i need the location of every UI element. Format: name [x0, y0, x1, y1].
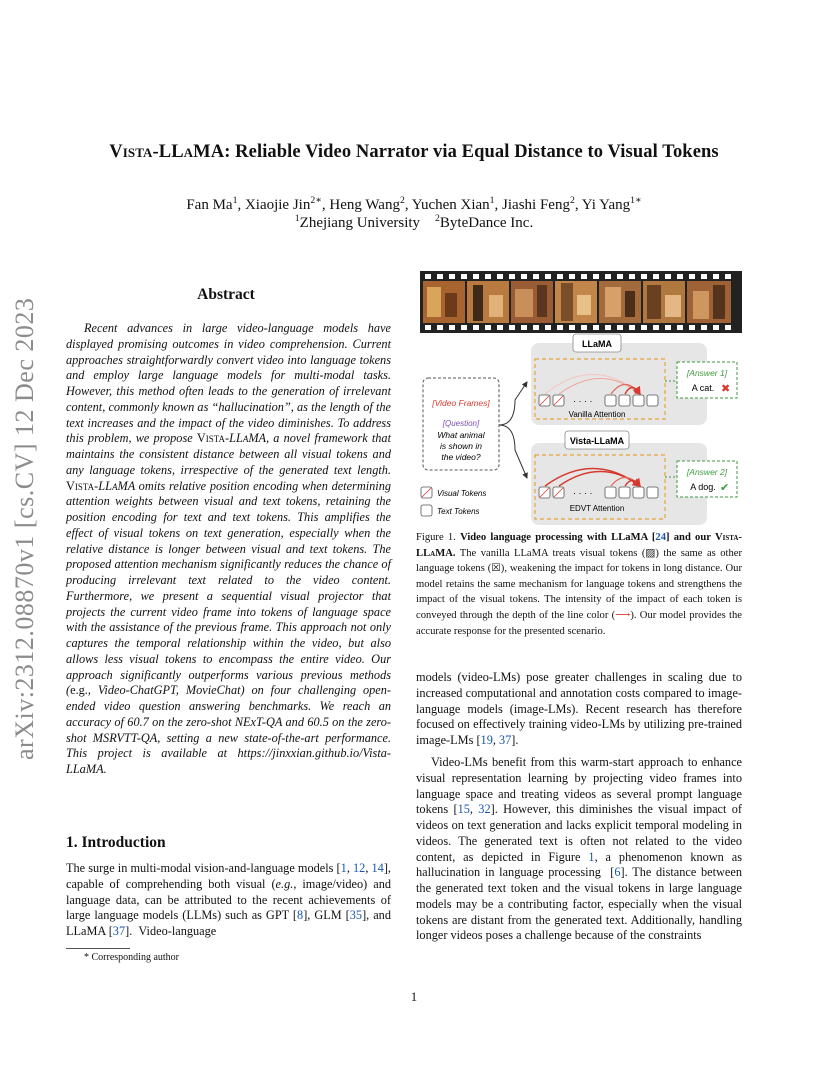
question-line-2: is shown in	[439, 441, 483, 451]
right-paragraph-1: models (video-LMs) pose greater challenges in scaling due to increased computational and annotation costs compared to image-language models (image-LMs). Recent research has therefore focused on effectively training video-LMs by utilizing pre-trained image-LMs [19, 37].	[416, 670, 742, 747]
author-block	[0, 196, 828, 232]
question-line-3: the video?	[441, 452, 481, 462]
vanilla-dots: · · · ·	[573, 396, 593, 406]
figure-1	[415, 265, 745, 525]
intro-heading: 1. Introduction	[66, 834, 166, 851]
footnote-rule	[66, 948, 130, 949]
video-frames-tag: [Video Frames]	[432, 398, 490, 408]
page-number: 1	[410, 990, 418, 1004]
wrong-mark-icon: ✖	[721, 383, 731, 395]
answer1-tag: [Answer 1]	[686, 368, 728, 378]
authors-line: Fan Ma$^1$, Xiaojie Jin$^{2∗}$, Heng Wang$^2$, Yuchen Xian$^1$, Jiashi Feng$^2$, Yi Yang$^{1∗}$	[186, 195, 642, 213]
check-mark-icon: ✔	[720, 482, 730, 494]
affiliations-line: $^1$Zhejiang University $^2$ByteDance Inc.	[294, 213, 534, 231]
edvt-attention-label: EDVT Attention	[569, 504, 625, 513]
answer2-text: A dog.	[690, 482, 716, 492]
answer1-text: A cat.	[691, 383, 715, 393]
intro-paragraph: The surge in multi-modal vision-and-language models [1, 12, 14], capable of comprehending both visual (e.g., image/video) and language data, can be attributed to the recent achievements of large language models (LLMs) such as GPT [8], GLM [35], and LLaMA [37]. Video-language	[66, 861, 391, 938]
legend-visual-tokens: Visual Tokens	[437, 489, 487, 498]
abstract-body: Recent advances in large video-language models have displayed promising outcomes in video comprehension. Current approaches straightforwardly convert video into language tokens and employ large language models for multi-modal tasks. However, this method often leads to the generation of irrelevant content, commonly known as “hallucination”, as the length of the text increases and the impact of the video diminishes. To address this problem, we propose Vista-LLaMA, a novel framework that maintains the consistent distance between all visual tokens and any language tokens, irrespective of the generated text length. Vista-LLaMA omits relative position encoding when determining attention weights between visual and text tokens, retaining the position encoding for text and text tokens. This amplifies the effect of visual tokens on text generation, especially when the relative distance is longer between visual and text tokens. The proposed attention mechanism significantly reduces the chance of producing irrelevant text related to the video content. Furthermore, we present a sequential visual projector that projects the current video frame into tokens of language space with the assistance of the previous frame. This approach not only captures the temporal relationship within the video, but also allows less visual tokens to encompass the entire video. Our approach significantly outperforms various previous methods (e.g., Video-ChatGPT, MovieChat) on four challenging open-ended video question answering benchmarks. We reach an accuracy of 60.7 on the zero-shot NExT-QA and 60.5 on the zero-shot MSRVTT-QA, setting a new state-of-the-art performance. This project is available at https://jinxxian.github.io/Vista-LLaMA.	[66, 321, 391, 776]
right-paragraph-2: Video-LMs benefit from this warm-start approach to enhance visual representation learning by projecting video frames into language space and treating videos as several prompt language tokens [15, 32]. However, this diminishes the visual impact of videos on text generation and lacks explicit temporal modeling in videos. The generated text is often not related to the video content, as depicted in Figure 1, a phenomenon known as hallucination in language processing [6]. The distance between the generated text token and the visual tokens in large language models may be a contributing factor, especially when the visual tokens are distant from the generated text. Additionally, handling longer videos poses a challenge because of the constraints	[416, 755, 743, 943]
question-line-1: What animal	[437, 430, 485, 440]
abstract-heading: Abstract	[197, 286, 255, 303]
video-frames-strip	[420, 271, 742, 333]
llama-label: LLaMA	[582, 339, 612, 349]
footnote: * Corresponding author	[84, 952, 179, 963]
arxiv-watermark: arXiv:2312.08870v1 [cs.CV] 12 Dec 2023	[10, 297, 39, 760]
figure-caption: Figure 1. Video language processing with LLaMA [24] and our Vista-LLaMA. The vanilla LLaMA treats visual tokens (▨) the same as other language tokens (☒), weakening the impact for tokens in long distance. Our model retains the same mechanism for language tokens and strengthens the impact of the visual tokens. The intensity of the impact of each token is conveyed through the depth of the line color (⟶). Our model provides the accurate response for the presented scenario.	[416, 532, 742, 637]
vista-llama-label: Vista-LLaMA	[569, 436, 625, 446]
legend-text-tokens: Text Tokens	[437, 507, 480, 516]
paper-title: Vista-LLaMA: Reliable Video Narrator via Equal Distance to Visual Tokens	[109, 142, 719, 162]
question-tag: [Question]	[442, 419, 480, 428]
answer2-tag: [Answer 2]	[686, 467, 728, 477]
vanilla-attention-label: Vanilla Attention	[568, 410, 626, 419]
text-token-legend-icon	[421, 505, 432, 516]
edvt-dots: · · · ·	[573, 488, 593, 498]
